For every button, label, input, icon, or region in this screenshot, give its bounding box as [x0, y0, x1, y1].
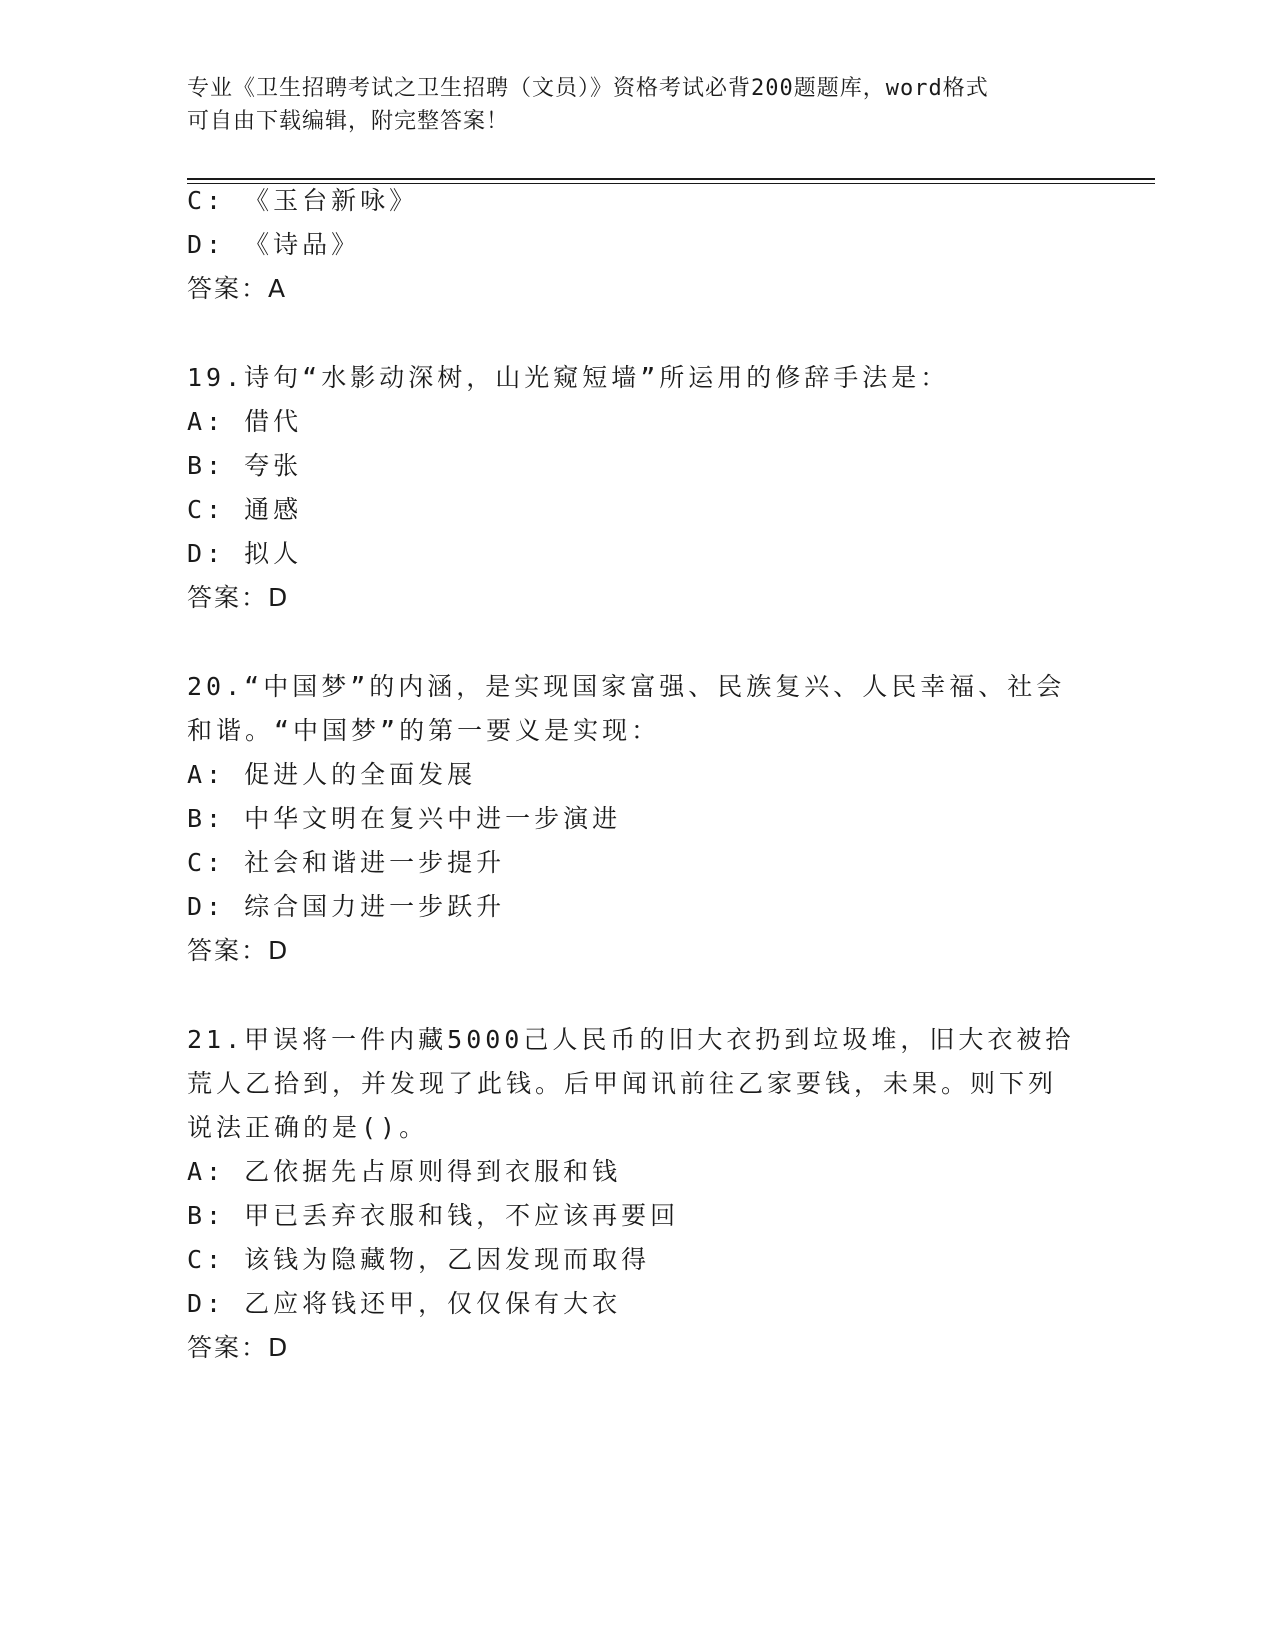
- q21-option-b: B: 甲已丢弃衣服和钱，不应该再要回: [187, 1201, 680, 1230]
- q21-stem-line-2: 荒人乙拾到，并发现了此钱。后甲闻讯前往乙家要钱，未果。则下列: [187, 1069, 1058, 1098]
- q21-option-d: D: 乙应将钱还甲，仅仅保有大衣: [187, 1289, 622, 1318]
- q19-option-a: A: 借代: [187, 407, 303, 436]
- prev-answer: 答案：A: [187, 274, 288, 303]
- prev-option-d: D: 《诗品》: [187, 230, 361, 259]
- q21-option-a: A: 乙依据先占原则得到衣服和钱: [187, 1157, 622, 1186]
- q19-stem: 19.诗句“水影动深树，山光窥短墙”所运用的修辞手法是：: [187, 363, 950, 392]
- q19-option-c: C: 通感: [187, 495, 303, 524]
- prev-option-c: C: 《玉台新咏》: [187, 186, 419, 215]
- header-line-2: 可自由下载编辑，附完整答案！: [187, 109, 510, 134]
- q20-option-a: A: 促进人的全面发展: [187, 760, 477, 789]
- document-header: [187, 72, 1087, 138]
- q21-answer: 答案：D: [187, 1333, 290, 1362]
- q20-option-c: C: 社会和谐进一步提升: [187, 848, 506, 877]
- q20-stem-line-2: 和谐。“中国梦”的第一要义是实现：: [187, 716, 661, 745]
- q20-option-b: B: 中华文明在复兴中进一步演进: [187, 804, 622, 833]
- q20-stem-line-1: 20.“中国梦”的内涵，是实现国家富强、民族复兴、人民幸福、社会: [187, 672, 1066, 701]
- q20-answer: 答案：D: [187, 936, 290, 965]
- q20-option-d: D: 综合国力进一步跃升: [187, 892, 506, 921]
- q19-option-b: B: 夸张: [187, 451, 303, 480]
- q19-answer: 答案：D: [187, 583, 290, 612]
- q21-option-c: C: 该钱为隐藏物，乙因发现而取得: [187, 1245, 651, 1274]
- q21-stem-line-1: 21.甲误将一件内藏5000己人民币的旧大衣扔到垃圾堆，旧大衣被拾: [187, 1025, 1075, 1054]
- header-line-1: 专业《卫生招聘考试之卫生招聘（文员）》资格考试必背200题题库，word格式: [187, 76, 989, 101]
- header-divider-thick: [187, 178, 1155, 180]
- q19-option-d: D: 拟人: [187, 539, 303, 568]
- q21-stem-line-3: 说法正确的是()。: [187, 1113, 429, 1142]
